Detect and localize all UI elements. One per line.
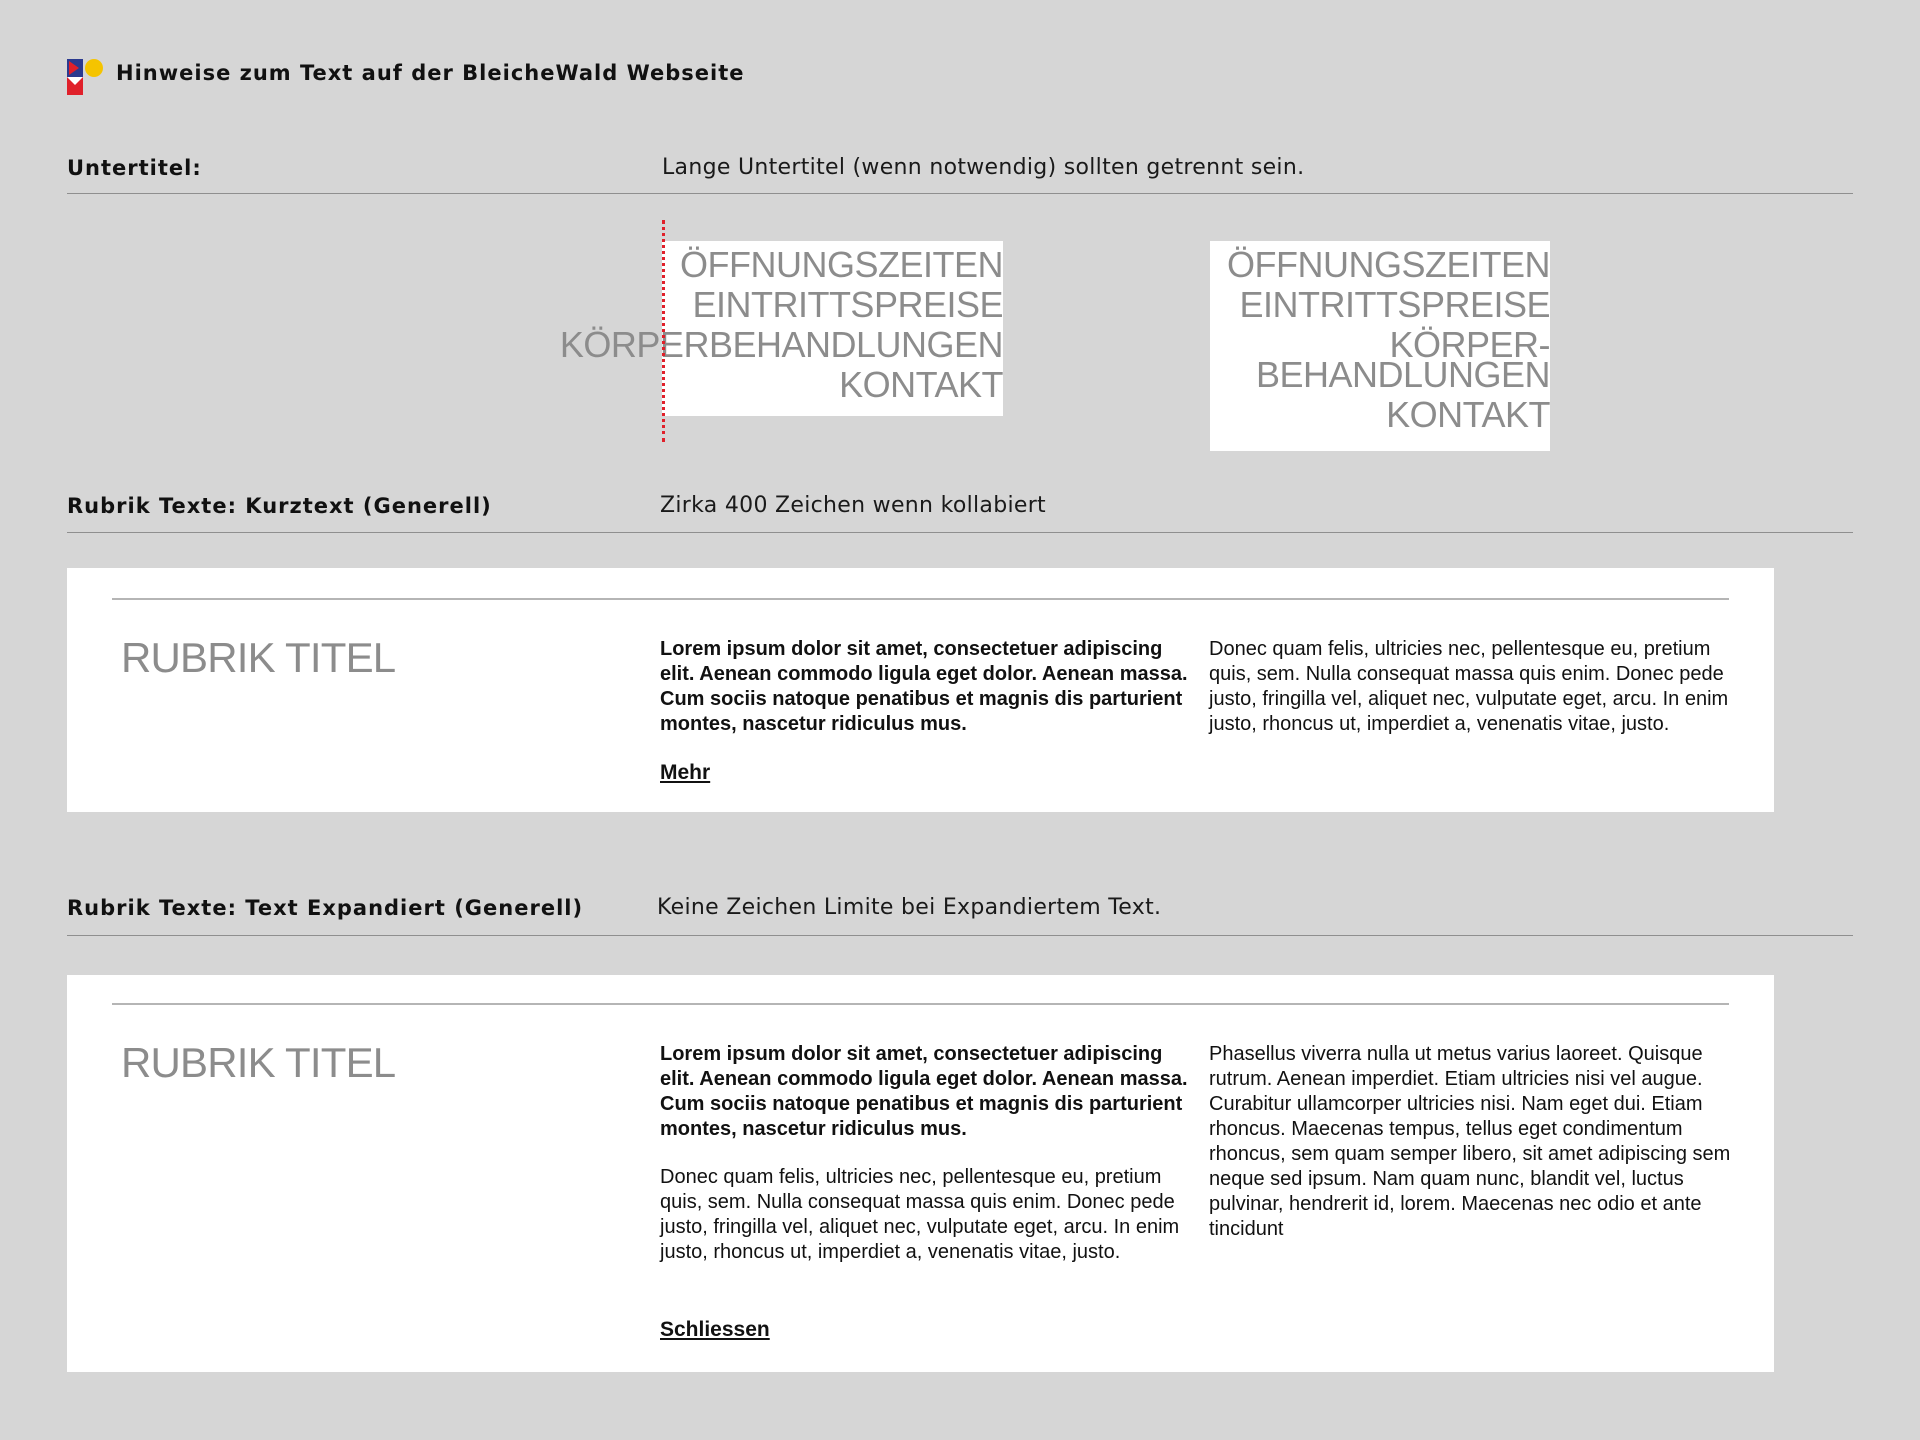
nav-item-oeffnungszeiten: ÖFFNUNGSZEITEN <box>1227 244 1550 285</box>
rubrik-side-text: Donec quam felis, ultricies nec, pellentesque eu, pretium quis, sem. Nulla consequat massa quis enim. Donec pede justo, fringilla vel, aliquet nec, vulputate eget, arcu. In enim justo, rhoncus ut, imperdiet a, venenatis vitae, justo. <box>1209 638 1729 735</box>
document-title: Hinweise zum Text auf der BleicheWald Webseite <box>116 61 745 85</box>
section-note-expandiert: Keine Zeichen Limite bei Expandiertem Text. <box>657 895 1162 920</box>
rubrik-title: RUBRIK TITEL <box>121 634 396 681</box>
rubrik-lead-text: Lorem ipsum dolor sit amet, consectetuer adipiscing elit. Aenean commodo ligula eget dolor. Aenean massa. Cum sociis natoque penatibus et magnis dis parturient montes, nascetur ridiculus mus. <box>660 1043 1188 1140</box>
nav-item-eintrittspreise: EINTRITTSPREISE <box>692 284 1003 325</box>
rubrik-card-collapsed <box>67 568 1774 812</box>
nav-item-behandlungen: BEHANDLUNGEN <box>1255 354 1550 395</box>
section-divider <box>67 532 1853 533</box>
rubrik-body-text: Donec quam felis, ultricies nec, pellentesque eu, pretium quis, sem. Nulla consequat massa quis enim. Donec pede justo, fringilla vel, aliquet nec, vulputate eget, arcu. In enim justo, rhoncus ut, imperdiet a, venenatis vitae, justo. <box>660 1166 1180 1263</box>
section-note-kurztext: Zirka 400 Zeichen wenn kollabiert <box>660 493 1046 518</box>
rubrik-lead-text: Lorem ipsum dolor sit amet, consectetuer adipiscing elit. Aenean commodo ligula eget dolor. Aenean massa. Cum sociis natoque penatibus et magnis dis parturient montes, nascetur ridiculus mus. <box>660 638 1188 735</box>
nav-example-hyphenated <box>1227 245 1550 435</box>
mehr-link[interactable]: Mehr <box>660 761 711 784</box>
rubrik-side-text: Phasellus viverra nulla ut metus varius laoreet. Quisque rutrum. Aenean imperdiet. Etiam ultricies nisi vel augue. Curabitur ullamcorper ultricies nisi. Nam eget dui. Etiam rhoncus. Maecenas tempus, tellus eget condimentum rhoncus, sem quam semper libero, sit amet adipiscing sem neque sed ipsum. Nam quam nunc, blandit vel, luctus pulvinar, hendrerit id, lorem. Maecenas nec odio et ante tincidunt <box>1209 1043 1731 1240</box>
nav-item-koerperbehandlungen: KÖRPERBEHANDLUNGEN <box>559 324 1003 365</box>
nav-item-oeffnungszeiten: ÖFFNUNGSZEITEN <box>680 244 1003 285</box>
nav-item-kontakt: KONTAKT <box>1386 394 1550 435</box>
section-label-expandiert: Rubrik Texte: Text Expandiert (Generell) <box>67 896 584 920</box>
rubrik-card-expanded <box>67 975 1774 1372</box>
section-note-untertitel: Lange Untertitel (wenn notwendig) sollten getrennt sein. <box>662 155 1305 180</box>
margin-guide-line <box>662 220 665 442</box>
card-divider <box>112 1003 1729 1005</box>
section-divider <box>67 935 1853 936</box>
nav-item-eintrittspreise: EINTRITTSPREISE <box>1239 284 1550 325</box>
schliessen-link[interactable]: Schliessen <box>660 1318 770 1341</box>
nav-item-koerper: KÖRPER- <box>1389 324 1550 365</box>
bleichewald-logo-icon <box>67 59 103 95</box>
section-divider <box>67 193 1853 194</box>
section-label-untertitel: Untertitel: <box>67 156 202 180</box>
nav-example-overflow <box>560 245 1003 405</box>
card-divider <box>112 598 1729 600</box>
nav-item-kontakt: KONTAKT <box>839 364 1003 405</box>
rubrik-title: RUBRIK TITEL <box>121 1039 396 1086</box>
section-label-kurztext: Rubrik Texte: Kurztext (Generell) <box>67 494 492 518</box>
